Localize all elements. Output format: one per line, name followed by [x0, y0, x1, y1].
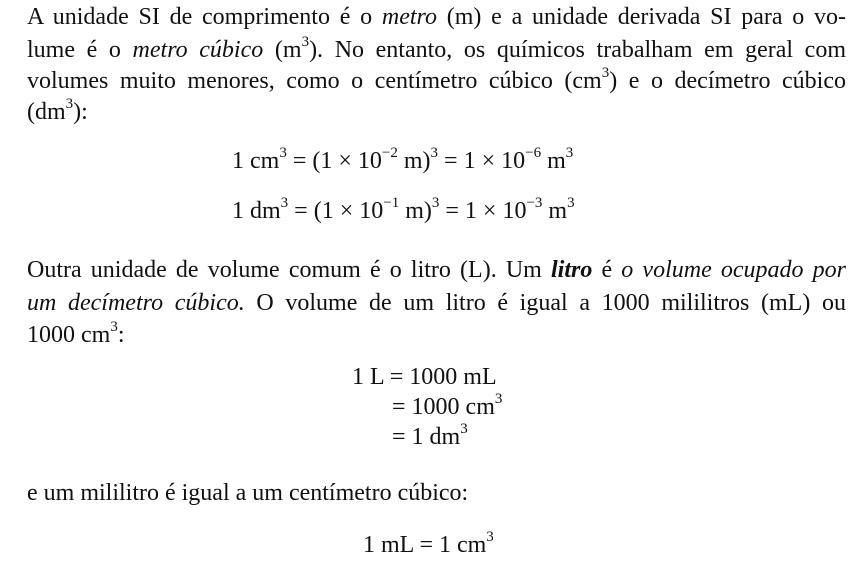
text-run: é [592, 257, 622, 283]
superscript: −6 [525, 145, 542, 161]
superscript: −3 [526, 195, 543, 211]
text-run: = (1 × 10 [288, 198, 384, 224]
text-run: (dm [27, 99, 66, 125]
superscript: 3 [431, 195, 440, 211]
text-run: = 1 × 10 [439, 198, 527, 224]
equation-liter-3 [392, 422, 468, 452]
paragraph-milliliter-line [27, 478, 846, 508]
text-run: m) [397, 148, 431, 174]
text-run: 1 dm [232, 198, 281, 224]
equation-liter-2 [392, 392, 502, 422]
text-run: e um mililitro é igual a um centímetro cúbico: [27, 480, 469, 506]
superscript: 3 [601, 65, 610, 81]
superscript: 3 [486, 529, 494, 545]
text-run: m) [399, 198, 432, 224]
text-run: (m [263, 37, 302, 63]
text-run: = 1 dm [392, 424, 461, 450]
text-run: 1 L = 1000 mL [352, 364, 497, 390]
text-run: volumes muito menores, como o centímetro cúbico (cm [27, 68, 602, 94]
paragraph-liter-line [27, 320, 846, 350]
text-run: A unidade SI de comprimento é o [27, 4, 382, 30]
text-run: ). No entanto, os químicos trabalham em geral com [309, 37, 846, 63]
superscript: −1 [383, 195, 400, 211]
emphasis-text: metro cúbico [132, 37, 264, 63]
superscript: 3 [565, 145, 574, 161]
text-run: O volume de um litro é igual a 1000 mililitros (mL) ou [244, 290, 846, 316]
equation-cm3 [232, 146, 573, 176]
text-run: ) e o decímetro cúbico [609, 68, 846, 94]
emphasis-text: litro [550, 257, 593, 283]
text-run: lume é o [27, 37, 133, 63]
text-run: 1000 cm [27, 322, 111, 348]
text-run: : [117, 322, 125, 348]
text-run: m [542, 198, 568, 224]
superscript: 3 [301, 34, 310, 50]
paragraph-si-units-line [27, 2, 846, 32]
superscript: −2 [381, 145, 398, 161]
text-run: 1 cm [232, 148, 280, 174]
equation-dm3 [232, 196, 575, 226]
superscript: 3 [567, 195, 575, 211]
text-run: 1 mL = 1 cm [363, 532, 487, 558]
text-run: Outra unidade de volume comum é o litro (L). Um [27, 257, 551, 283]
superscript: 3 [460, 421, 468, 437]
text-run: m [541, 148, 566, 174]
superscript: 3 [494, 391, 503, 407]
paragraph-si-units-line [27, 35, 846, 65]
paragraph-liter-line [27, 288, 846, 318]
text-run: ): [73, 99, 88, 125]
paragraph-si-units-line [27, 66, 846, 96]
superscript: 3 [110, 319, 118, 335]
text-run: (m) e a unidade derivada SI para o vo- [437, 4, 847, 30]
superscript: 3 [65, 96, 74, 112]
text-run: = 1 × 10 [438, 148, 526, 174]
emphasis-text: metro [381, 4, 438, 30]
superscript: 3 [430, 145, 439, 161]
paragraph-liter-line [27, 255, 846, 285]
superscript: 3 [279, 145, 287, 161]
paragraph-si-units-line [27, 97, 846, 127]
text-run: = (1 × 10 [286, 148, 382, 174]
emphasis-text: o volume ocupado por [621, 257, 847, 283]
superscript: 3 [280, 195, 289, 211]
text-run: = 1000 cm [392, 394, 495, 420]
equation-ml [363, 530, 494, 560]
emphasis-text: um decímetro cúbico. [27, 290, 245, 316]
equation-liter-1 [352, 362, 497, 392]
